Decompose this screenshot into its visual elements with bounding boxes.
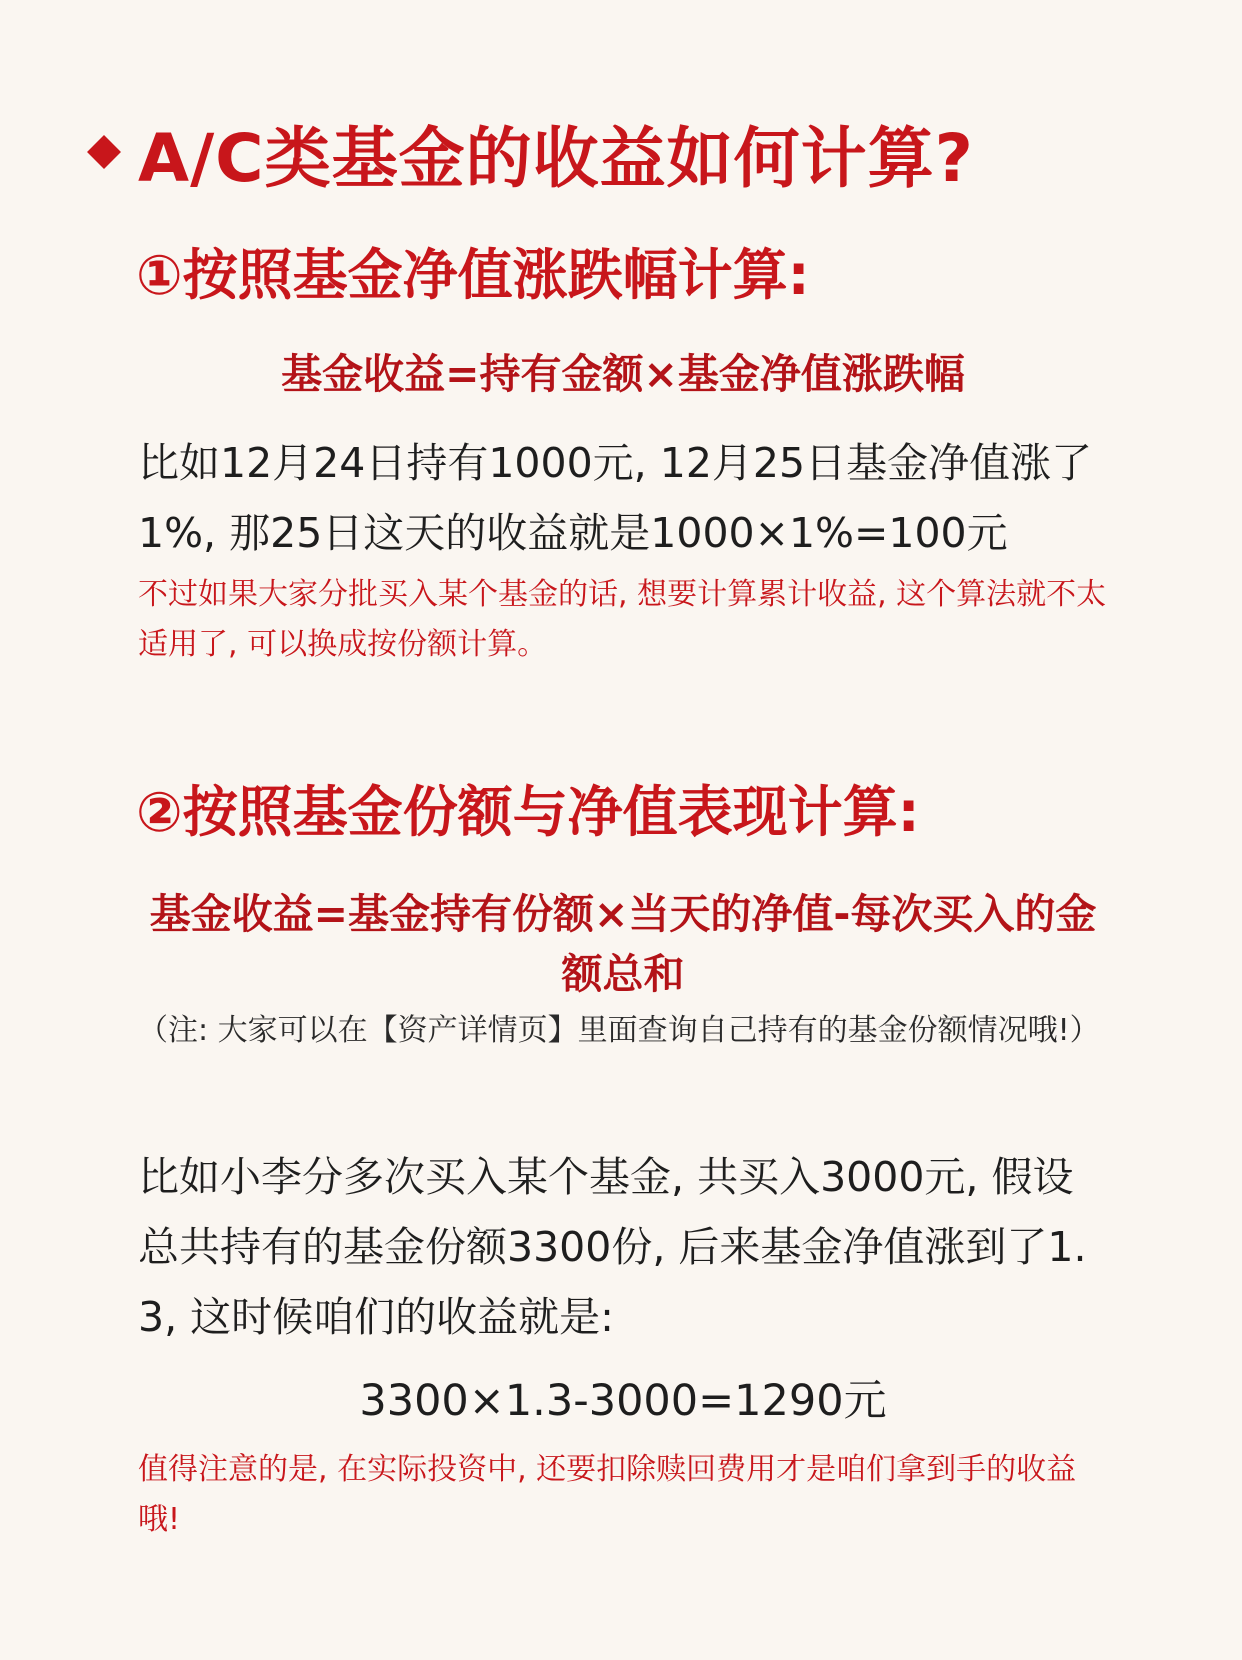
section2-example: 比如小李分多次买入某个基金, 共买入3000元, 假设总共持有的基金份额3300份, 后来基金净值涨到了1.3, 这时候咱们的收益就是: <box>138 1153 1087 1341</box>
section1-note: 不过如果大家分批买入某个基金的话, 想要计算累计收益, 这个算法就不太适用了, 可以换成按份额计算。 <box>138 577 1107 662</box>
section2-calculation: 3300×1.3-3000=1290元 <box>359 1376 887 1426</box>
section2-heading: ②按照基金份额与净值表现计算: <box>136 780 920 844</box>
page-title <box>92 108 974 196</box>
section1-example: 比如12月24日持有1000元, 12月25日基金净值涨了1%, 那25日这天的收益就是1000×1%=100元 <box>138 439 1093 557</box>
page-title-text: A/C类基金的收益如何计算? <box>138 119 974 197</box>
section2-tip: （注: 大家可以在【资产详情页】里面查询自己持有的基金份额情况哦!） <box>138 1013 1100 1048</box>
section2-note: 值得注意的是, 在实际投资中, 还要扣除赎回费用才是咱们拿到手的收益哦! <box>138 1452 1077 1537</box>
section2-formula: 基金收益=基金持有份额×当天的净值-每次买入的金额总和 <box>149 890 1097 998</box>
diamond-bullet-icon <box>87 135 121 169</box>
section1-formula: 基金收益=持有金额×基金净值涨跌幅 <box>281 350 965 398</box>
section1-heading: ①按照基金净值涨跌幅计算: <box>136 243 810 307</box>
